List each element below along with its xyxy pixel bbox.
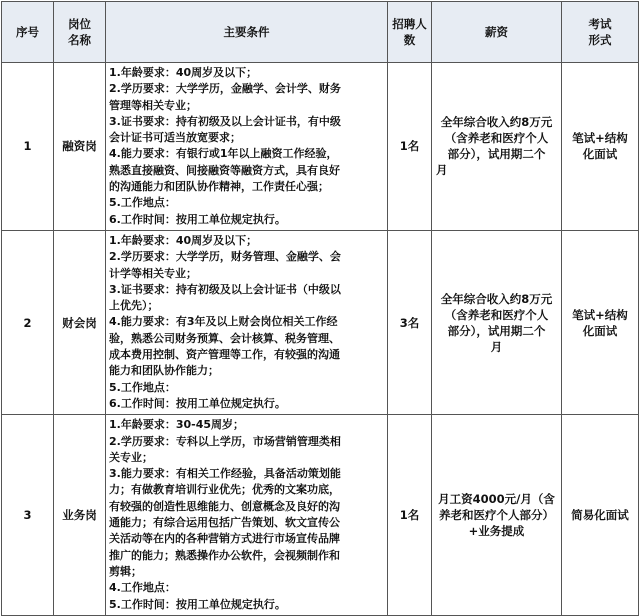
row-count: 3名 (388, 230, 432, 414)
condition-line: 2.学历要求：大学学历，金融学、会计学、财务 (109, 82, 341, 96)
condition-line: 4.能力要求：有3年及以上财会岗位相关工作经 (109, 315, 338, 329)
row-index: 3 (2, 415, 54, 616)
condition-line: 2.学历要求：大学学历，财务管理、金融学、会 (109, 250, 341, 264)
row-exam: 笔试+结构 化面试 (562, 63, 639, 231)
row-count: 1名 (388, 63, 432, 231)
condition-line: 4.能力要求：有银行或1年以上融资工作经验， (109, 147, 338, 161)
condition-line: 2.学历要求：专科以上学历，市场营销管理类相 (109, 434, 341, 448)
condition-line: 3.能力要求：有相关工作经验，具备活动策划能 (109, 467, 341, 481)
condition-line: 3.证书要求：持有初级及以上会计证书（中级以 (109, 282, 341, 296)
header-position: 岗位 名称 (54, 2, 106, 63)
row-salary: 全年综合收入约8万元 （含养老和医疗个人 部分），试用期二个 月 (432, 63, 562, 231)
header-row (2, 2, 639, 63)
row-index: 1 (2, 63, 54, 231)
condition-line: 通能力；有综合运用包括广告策划、软文宣传公 (109, 516, 340, 530)
row-salary: 全年综合收入约8万元 （含养老和医疗个人 部分），试用期二个 月 (432, 230, 562, 414)
row-position: 融资岗 (54, 63, 106, 231)
condition-line: 6.工作时间：按用工单位规定执行。 (109, 212, 286, 226)
condition-line: 关活动等在内的各种营销方式进行市场宣传品牌 (109, 532, 340, 546)
condition-line: 有较强的创造性思维能力、创意概念及良好的沟 (109, 499, 340, 513)
table-row (2, 230, 639, 414)
row-salary: 月工资4000元/月（含 养老和医疗个人部分） +业务提成 (432, 415, 562, 616)
condition-line: 4.工作地点： (109, 581, 176, 595)
condition-line: 上优先）； (109, 299, 159, 313)
condition-line: 力；有做教育培训行业优先；优秀的文案功底， (109, 483, 340, 497)
condition-line: 剪辑； (109, 564, 142, 578)
row-conditions (106, 415, 388, 616)
condition-line: 管理等相关专业； (109, 98, 197, 112)
row-count: 1名 (388, 415, 432, 616)
row-position: 财会岗 (54, 230, 106, 414)
condition-line: 关专业； (109, 450, 153, 464)
condition-line: 1.年龄要求：30-45周岁； (109, 418, 245, 432)
condition-line: 能力和团队协作能力； (109, 364, 219, 378)
recruitment-table (1, 1, 639, 616)
row-index: 2 (2, 230, 54, 414)
header-count: 招聘人 数 (388, 2, 432, 63)
row-exam: 笔试+结构 化面试 (562, 230, 639, 414)
condition-line: 1.年龄要求：40周岁及以下； (109, 233, 258, 247)
condition-line: 会计证书可适当放宽要求； (109, 131, 241, 145)
row-exam: 简易化面试 (562, 415, 639, 616)
condition-line: 计学等相关专业； (109, 266, 197, 280)
condition-line: 的沟通能力和团队协作精神，工作责任心强； (109, 180, 329, 194)
condition-line: 5.工作地点： (109, 196, 176, 210)
condition-line: 5.工作时间：按用工单位规定执行。 (109, 597, 286, 611)
condition-line: 5.工作地点： (109, 380, 176, 394)
table-row (2, 63, 639, 231)
header-salary: 薪资 (432, 2, 562, 63)
condition-line: 3.证书要求：持有初级及以上会计证书，有中级 (109, 114, 341, 128)
condition-line: 成本费用控制、资产管理等工作，有较强的沟通 (109, 348, 340, 362)
condition-line: 6.工作时间：按用工单位规定执行。 (109, 396, 286, 410)
condition-line: 验，熟悉公司财务预算、会计核算、税务管理、 (109, 331, 340, 345)
header-exam: 考试 形式 (562, 2, 639, 63)
row-conditions (106, 230, 388, 414)
row-conditions (106, 63, 388, 231)
condition-line: 推广的能力；熟悉操作办公软件，会视频制作和 (109, 548, 340, 562)
condition-line: 1.年龄要求：40周岁及以下； (109, 66, 258, 79)
header-index: 序号 (2, 2, 54, 63)
row-position: 业务岗 (54, 415, 106, 616)
header-conditions: 主要条件 (106, 2, 388, 63)
table-row (2, 415, 639, 616)
condition-line: 熟悉直接融资、间接融资等融资方式，具有良好 (109, 163, 340, 177)
